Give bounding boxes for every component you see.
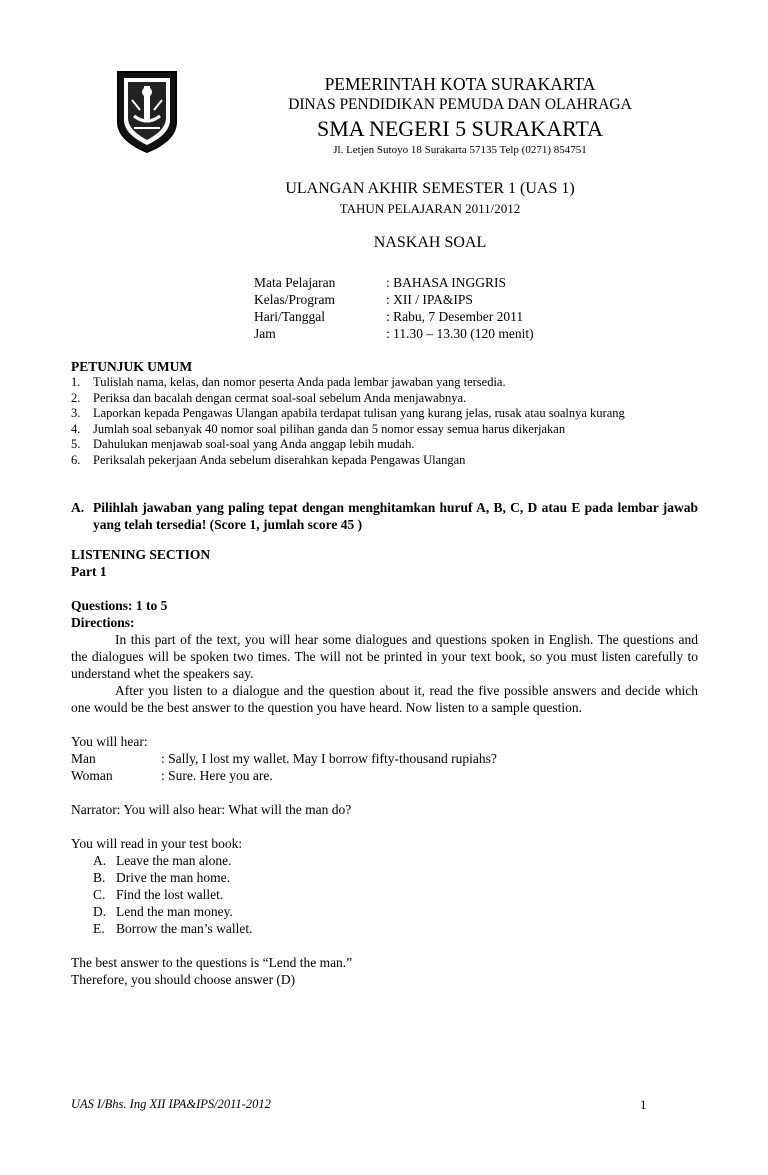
instructions-heading: PETUNJUK UMUM <box>71 359 193 374</box>
header-school-name: SMA NEGERI 5 SURAKARTA <box>317 116 603 141</box>
exam-year: TAHUN PELAJARAN 2011/2012 <box>339 201 521 216</box>
list-item <box>71 391 698 407</box>
header-government: PEMERINTAH KOTA SURAKARTA <box>324 74 596 94</box>
list-item <box>71 437 698 453</box>
info-label: Kelas/Program <box>254 292 335 307</box>
general-instructions <box>71 358 698 468</box>
footer-document-code: UAS I/Bhs. Ing XII IPA&IPS/2011-2012 <box>71 1097 271 1111</box>
list-item <box>71 886 698 903</box>
school-crest-logo <box>116 70 178 154</box>
directions-paragraph-2: After you listen to a dialogue and the question about it, read the five possible answers and decide which one would be the best answer to the question you have heard. Now listen to a sample question. <box>71 683 698 715</box>
info-value: : XII / IPA&IPS <box>386 292 473 307</box>
option-letter: E. <box>93 921 105 936</box>
item-text: Periksalah pekerjaan Anda sebelum diserahkan kepada Pengawas Ulangan <box>93 452 466 467</box>
list-item <box>71 422 698 438</box>
utterance: : Sure. Here you are. <box>161 768 273 783</box>
item-text: Laporkan kepada Pengawas Ulangan apabila terdapat tulisan yang kurang jelas, rusak atau soalnya kurang <box>93 406 625 420</box>
utterance: : Sally, I lost my wallet. May I borrow fifty-thousand rupiahs? <box>161 751 497 766</box>
exam-naskah: NASKAH SOAL <box>373 234 487 251</box>
section-a-text: Pilihlah jawaban yang paling tepat dengan menghitamkan huruf A, B, C, D atau E pada lembar jawab yang telah tersedia! (Score 1, jumlah score 45 ) <box>93 500 698 532</box>
option-letter: B. <box>93 870 106 885</box>
therefore-line: Therefore, you should choose answer (D) <box>71 972 296 987</box>
speaker: Woman <box>71 768 113 783</box>
info-value: : 11.30 – 13.30 (120 menit) <box>386 326 534 341</box>
info-value: : BAHASA INGGRIS <box>386 275 507 290</box>
item-number: 2. <box>71 390 81 405</box>
info-label: Jam <box>254 326 276 341</box>
header-department: DINAS PENDIDIKAN PEMUDA DAN OLAHRAGA <box>288 96 632 113</box>
info-label: Mata Pelajaran <box>254 275 336 290</box>
list-item <box>71 406 698 422</box>
list-item <box>71 920 698 937</box>
item-text: Dahulukan menjawab soal-soal yang Anda anggap lebih mudah. <box>93 437 415 451</box>
section-a-instruction <box>71 499 698 533</box>
option-text: Find the lost wallet. <box>116 887 224 902</box>
exam-title: ULANGAN AKHIR SEMESTER 1 (UAS 1) <box>285 180 575 197</box>
directions-paragraph-1: In this part of the text, you will hear some dialogues and questions spoken in English. The questions and the dialogues will be spoken two times. The will not be printed in your text book, so you must listen carefully to understand whet the speakers say. <box>71 632 698 681</box>
you-will-hear-label: You will hear: <box>71 734 148 749</box>
item-number: 1. <box>71 375 81 389</box>
list-item <box>71 852 698 869</box>
option-letter: A. <box>93 853 107 868</box>
list-item <box>71 869 698 886</box>
item-number: 6. <box>71 452 81 467</box>
exam-info-table <box>0 275 768 347</box>
directions-heading: Directions: <box>71 615 135 630</box>
dialogue-line <box>71 767 698 784</box>
sample-options <box>71 852 698 937</box>
part-heading: Part 1 <box>71 564 107 579</box>
dialogue-line <box>71 750 698 767</box>
info-value: : Rabu, 7 Desember 2011 <box>386 309 524 324</box>
item-text: Periksa dan bacalah dengan cermat soal-soal sebelum Anda menjawabnya. <box>93 390 467 405</box>
option-text: Drive the man home. <box>116 870 230 885</box>
option-text: Borrow the man’s wallet. <box>116 921 253 936</box>
questions-range: Questions: 1 to 5 <box>71 598 168 613</box>
option-letter: C. <box>93 887 106 902</box>
list-item <box>71 903 698 920</box>
option-text: Lend the man money. <box>116 904 233 919</box>
item-number: 3. <box>71 406 81 420</box>
info-label: Hari/Tanggal <box>254 309 326 324</box>
option-text: Leave the man alone. <box>116 853 232 868</box>
listening-heading: LISTENING SECTION <box>71 547 211 562</box>
item-text: Jumlah soal sebanyak 40 nomor soal pilihan ganda dan 5 nomor essay semua harus dikerjakan <box>93 421 566 436</box>
item-number: 4. <box>71 421 81 436</box>
page-number: 1 <box>640 1097 647 1112</box>
listening-section <box>71 546 698 988</box>
header-address: Jl. Letjen Sutoyo 18 Surakarta 57135 Telp (0271) 854751 <box>333 144 587 156</box>
narrator-line: Narrator: You will also hear: What will the man do? <box>71 802 352 817</box>
best-answer-line: The best answer to the questions is “Lend the man.” <box>71 955 353 970</box>
instructions-list <box>71 375 698 468</box>
speaker: Man <box>71 751 96 766</box>
read-intro: You will read in your test book: <box>71 836 243 851</box>
list-item <box>71 453 698 469</box>
item-number: 5. <box>71 437 81 451</box>
option-letter: D. <box>93 904 107 919</box>
section-a-label: A. <box>71 500 85 515</box>
item-text: Tulislah nama, kelas, dan nomor peserta Anda pada lembar jawaban yang tersedia. <box>93 375 506 389</box>
list-item <box>71 375 698 391</box>
